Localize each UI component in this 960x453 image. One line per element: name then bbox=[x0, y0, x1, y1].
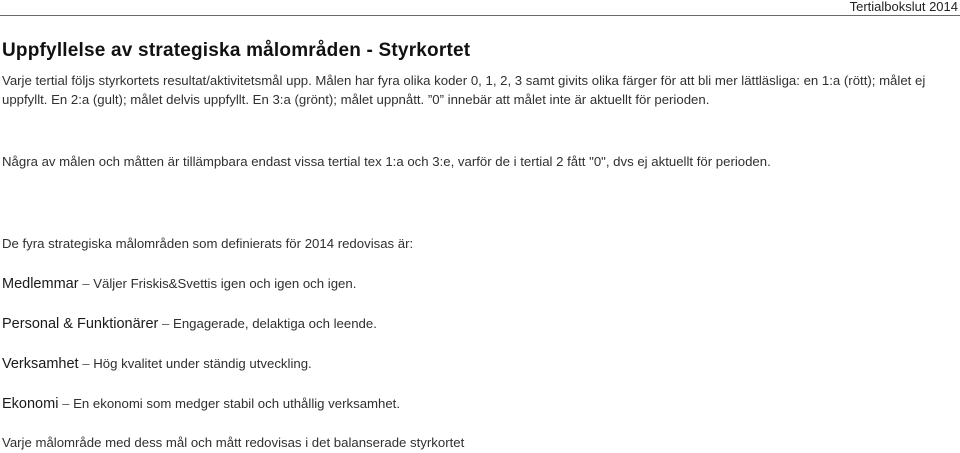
area-description: Väljer Friskis&Svettis igen och igen och igen. bbox=[93, 276, 357, 291]
area-name: Ekonomi bbox=[2, 396, 59, 412]
area-dash: – bbox=[58, 396, 74, 411]
area-dash: – bbox=[78, 276, 94, 291]
area-dash: – bbox=[78, 356, 94, 371]
report-header-label: Tertialbokslut 2014 bbox=[849, 0, 958, 14]
area-name: Medlemmar bbox=[2, 276, 79, 292]
area-description: En ekonomi som medger stabil och uthållig verksamhet. bbox=[73, 396, 401, 411]
area-item-ekonomi bbox=[2, 396, 400, 412]
area-name: Verksamhet bbox=[2, 356, 79, 372]
intro-paragraph: De fyra strategiska målområden som definierats för 2014 redovisas är: bbox=[2, 236, 414, 251]
area-item-verksamhet bbox=[2, 356, 312, 372]
area-name: Personal & Funktionärer bbox=[2, 316, 159, 332]
applicability-paragraph: Några av målen och måtten är tillämpbara endast vissa tertial tex 1:a och 3:e, varför de i tertial 2 fått "0", dvs ej aktuellt för perioden. bbox=[2, 154, 771, 169]
header-divider bbox=[0, 15, 960, 16]
area-item-personal bbox=[2, 316, 377, 332]
codes-paragraph: Varje tertial följs styrkortets resultat/aktivitetsmål upp. Målen har fyra olika koder 0, 1, 2, 3 samt givits olika färger för att bli mer lättläsliga: en 1:a (rött); målet ej uppfyllt. En 2:a (gult); målet delvis uppfyllt. En 3:a (grönt); målet uppnått. ”0” innebär att målet inte är aktuellt för perioden. bbox=[2, 73, 926, 107]
area-item-medlemmar bbox=[2, 276, 356, 292]
page-title: Uppfyllelse av strategiska målområden - Styrkortet bbox=[2, 40, 471, 61]
closing-paragraph: Varje målområde med dess mål och mått redovisas i det balanserade styrkortet bbox=[2, 435, 465, 450]
area-dash: – bbox=[158, 316, 174, 331]
area-description: Hög kvalitet under ständig utveckling. bbox=[93, 356, 312, 371]
area-description: Engagerade, delaktiga och leende. bbox=[173, 316, 377, 331]
